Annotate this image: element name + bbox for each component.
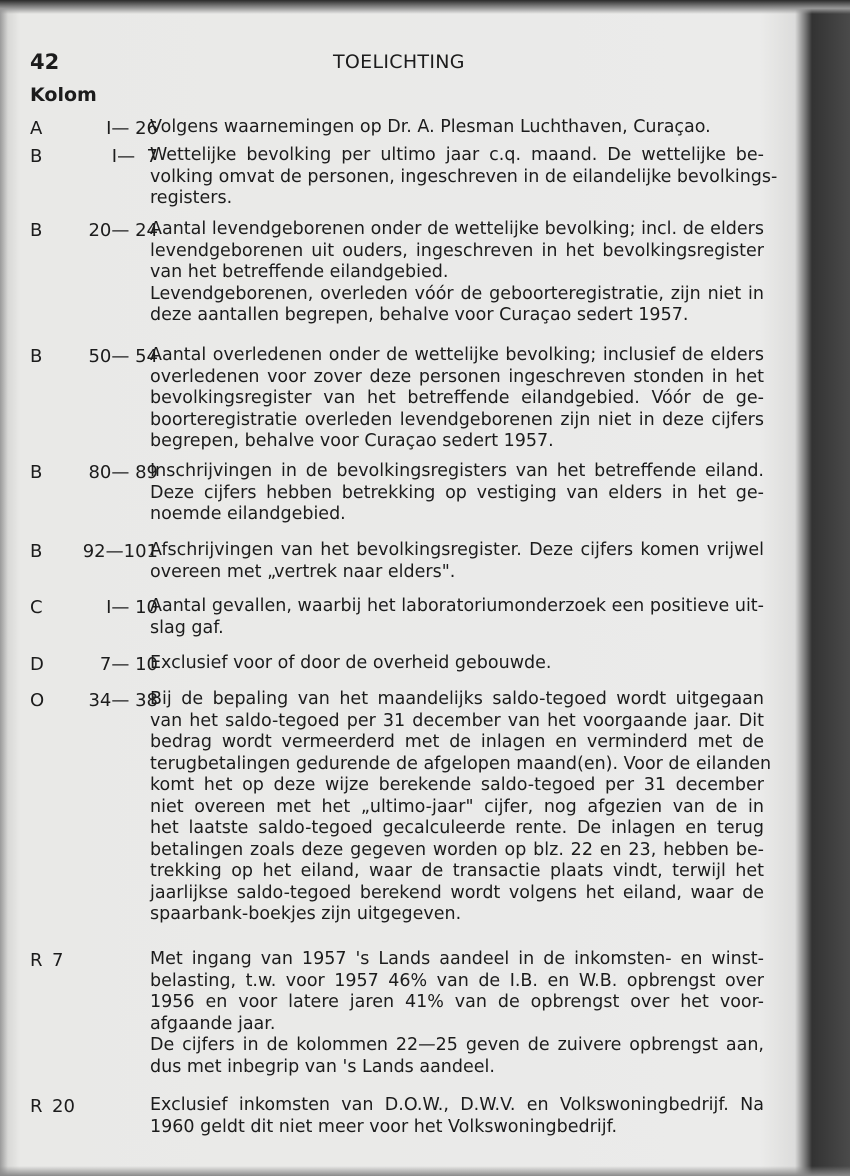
text-line: trekking op het eiland, waar de transactie plaats vindt, terwijl het <box>150 861 764 881</box>
column-header: Kolom <box>30 84 97 106</box>
text-line: volking omvat de personen, ingeschreven in de eilandelijke bevolkings- <box>150 166 778 187</box>
table-letter: R <box>30 1096 43 1117</box>
scan-top-edge <box>0 0 850 14</box>
page-title: TOELICHTING <box>333 51 465 73</box>
table-letter: B <box>30 541 43 562</box>
text-line: Exclusief voor of door de overheid gebouwde. <box>150 653 552 673</box>
text-line: Exclusief inkomsten van D.O.W., D.W.V. en Volkswoningbedrijf. Na <box>150 1095 764 1115</box>
column-range: I— 26 <box>106 118 158 139</box>
note-text <box>150 653 764 675</box>
column-range: 7— 10 <box>99 654 158 675</box>
text-line: overeen met „vertrek naar elders". <box>150 561 456 582</box>
text-line: terugbetalingen gedurende de afgelopen maand(en). Voor de eilanden <box>150 753 772 774</box>
text-line: spaarbank-boekjes zijn uitgegeven. <box>150 904 462 924</box>
text-line: Met ingang van 1957 's Lands aandeel in de inkomsten- en winst- <box>150 949 764 969</box>
text-line: Aantal overledenen onder de wettelijke bevolking; inclusief de elders <box>150 345 764 365</box>
text-line: het laatste saldo-tegoed gecalculeerde rente. De inlagen en terug <box>150 818 764 838</box>
text-line: dus met inbegrip van 's Lands aandeel. <box>150 1056 495 1077</box>
text-line: betalingen zoals deze gegeven worden op blz. 22 en 23, hebben be- <box>150 839 764 860</box>
text-line: Bij de bepaling van het maandelijks saldo-tegoed wordt uitgegaan <box>150 689 764 709</box>
note-text <box>150 461 764 526</box>
table-letter: B <box>30 220 43 241</box>
text-line: van het saldo-tegoed per 31 december van het voorgaande jaar. Dit <box>150 710 764 731</box>
table-letter: B <box>30 346 43 367</box>
text-line: Volgens waarnemingen op Dr. A. Plesman Luchthaven, Curaçao. <box>150 117 711 137</box>
text-line: begrepen, behalve voor Curaçao sedert 1957. <box>150 431 554 451</box>
column-range: 92—101 <box>82 541 158 562</box>
note-text <box>150 949 764 1078</box>
column-range: 20 <box>52 1096 75 1117</box>
text-line: bedrag wordt vermeerderd met de inlagen en verminderd met de <box>150 732 764 752</box>
note-text <box>150 145 778 210</box>
text-line: Inschrijvingen in de bevolkingsregisters van het betreffende eiland. <box>150 461 764 481</box>
column-range: 50— 54 <box>88 346 158 367</box>
text-line: overledenen voor zover deze personen ingeschreven stonden in het <box>150 366 764 387</box>
column-range: I— 10 <box>106 597 158 618</box>
note-text <box>150 596 764 639</box>
text-line: Wettelijke bevolking per ultimo jaar c.q. maand. De wettelijke be- <box>150 145 764 165</box>
table-letter: C <box>30 597 43 618</box>
text-line: jaarlijkse saldo-tegoed berekend wordt volgens het eiland, waar de <box>150 882 764 903</box>
text-line: registers. <box>150 188 233 208</box>
text-line: slag gaf. <box>150 617 224 638</box>
table-letter: B <box>30 146 43 167</box>
text-line: belasting, t.w. voor 1957 46% van de I.B. en W.B. opbrengst over <box>150 970 764 991</box>
text-line: afgaande jaar. <box>150 1013 276 1034</box>
text-line: Aantal levendgeborenen onder de wettelijke bevolking; incl. de elders <box>150 219 764 239</box>
text-line: Deze cijfers hebben betrekking op vestiging van elders in het ge- <box>150 482 764 503</box>
text-line: levendgeborenen uit ouders, ingeschreven in het bevolkingsregister <box>150 240 764 261</box>
column-range: 34— 38 <box>88 690 158 711</box>
note-text <box>150 345 764 453</box>
text-line: Aantal gevallen, waarbij het laboratoriumonderzoek een positieve uit- <box>150 596 764 616</box>
text-line: boorteregistratie overleden levendgeborenen zijn niet in deze cijfers <box>150 409 764 430</box>
note-text <box>150 1095 764 1138</box>
column-range: I— 7 <box>111 146 158 167</box>
text-line: komt het op deze wijze berekende saldo-tegoed per 31 december <box>150 775 764 795</box>
column-range: 80— 89 <box>88 462 158 483</box>
text-line: 1960 geldt dit niet meer voor het Volkswoningbedrijf. <box>150 1116 618 1137</box>
scan-bottom-edge <box>0 1166 850 1176</box>
table-letter: D <box>30 654 44 675</box>
table-letter: B <box>30 462 43 483</box>
table-letter: A <box>30 118 43 139</box>
text-line: deze aantallen begrepen, behalve voor Curaçao sedert 1957. <box>150 305 689 325</box>
page-number: 42 <box>30 50 60 74</box>
table-letter: R <box>30 950 43 971</box>
note-text <box>150 689 772 926</box>
text-line: 1956 en voor latere jaren 41% van de opbrengst over het voor- <box>150 992 764 1012</box>
column-range: 20— 24 <box>88 220 158 241</box>
text-line: bevolkingsregister van het betreffende eilandgebied. Vóór de ge- <box>150 388 764 408</box>
table-letter: O <box>30 690 45 711</box>
note-text <box>150 540 764 583</box>
text-line: De cijfers in de kolommen 22—25 geven de zuivere opbrengst aan, <box>150 1035 764 1055</box>
note-text <box>150 117 764 139</box>
text-line: Levendgeborenen, overleden vóór de geboorteregistratie, zijn niet in <box>150 283 764 304</box>
column-range: 7 <box>52 950 64 971</box>
text-line: noemde eilandgebied. <box>150 504 346 524</box>
text-line: niet overeen met het „ultimo-jaar" cijfer, nog afgezien van de in <box>150 796 764 817</box>
note-text <box>150 219 764 327</box>
text-line: Afschrijvingen van het bevolkingsregister. Deze cijfers komen vrijwel <box>150 540 764 560</box>
text-line: van het betreffende eilandgebied. <box>150 262 449 282</box>
